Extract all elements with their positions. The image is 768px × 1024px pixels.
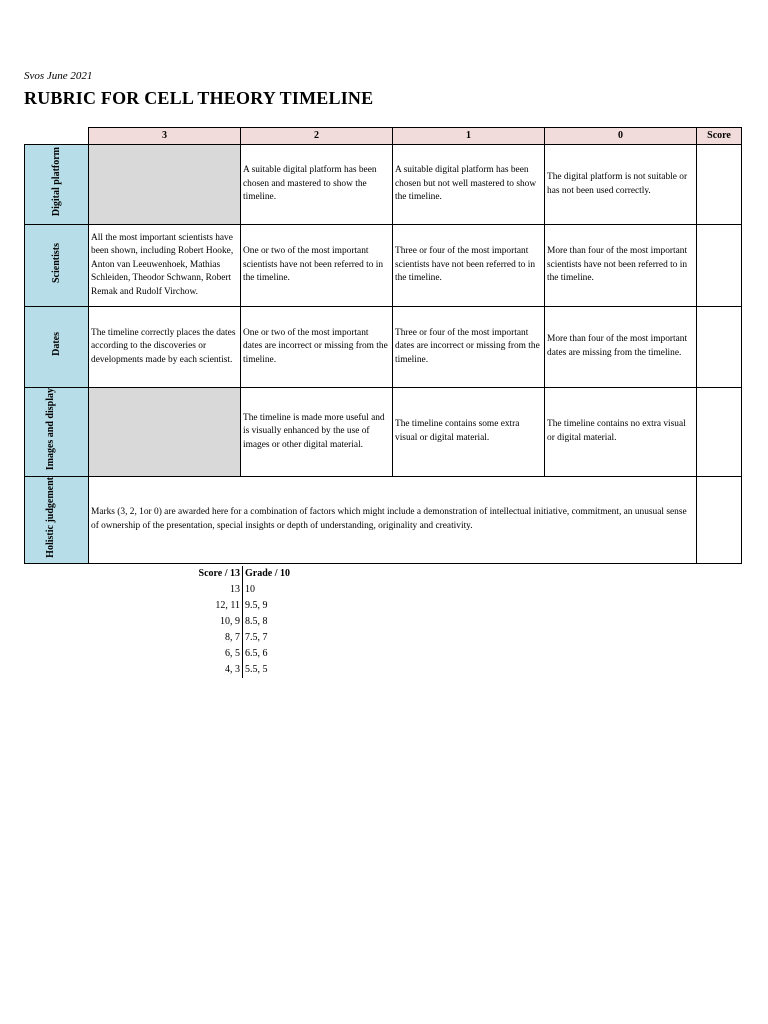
score-header: Score / 13 [178, 566, 243, 582]
score-cell[interactable] [697, 307, 742, 388]
rubric-row-digital-platform [25, 145, 742, 225]
rubric-row-images [25, 388, 742, 477]
rubric-cell: One or two of the most important scientists have not been referred to in the timeline. [241, 225, 393, 307]
grade-value: 6.5, 6 [245, 648, 268, 659]
grade-value: 10 [245, 584, 255, 595]
score-cell[interactable] [697, 225, 742, 307]
author-note: Svos June 2021 [24, 70, 93, 82]
grade-conversion [178, 566, 307, 678]
grade-score: 12, 11 [178, 598, 243, 614]
criterion-images-display: Images and display [25, 388, 89, 477]
rubric-cell: The timeline contains no extra visual or digital material. [545, 388, 697, 477]
grade-value: 8.5, 8 [245, 616, 268, 627]
rubric-cell-holistic: Marks (3, 2, 1or 0) are awarded here for a combination of factors which might include a demonstration of intellectual initiative, commitment, an unusual sense of ownership of the presentation, special insights or depth of understanding, originality and creativity. [89, 476, 697, 563]
rubric-cell: More than four of the most important scientists have not been referred to in the timeline. [545, 225, 697, 307]
score-cell[interactable] [697, 476, 742, 563]
grade-header: Grade / 10 [245, 568, 290, 579]
grade-row [178, 598, 307, 614]
rubric-cell: One or two of the most important dates are incorrect or missing from the timeline. [241, 307, 393, 388]
grade-score: 13 [178, 582, 243, 598]
grade-value: 9.5, 9 [245, 600, 268, 611]
grade-score: 10, 9 [178, 614, 243, 630]
grade-row [178, 646, 307, 662]
criterion-holistic-judgement: Holistic judgement [25, 476, 89, 563]
rubric-table-container [24, 127, 742, 564]
grade-value: 7.5, 7 [245, 632, 268, 643]
rubric-row-dates [25, 307, 742, 388]
grade-value: 5.5, 5 [245, 664, 268, 675]
score-cell[interactable] [697, 145, 742, 225]
rubric-cell-empty [89, 145, 241, 225]
score-cell[interactable] [697, 388, 742, 477]
grade-row [178, 662, 307, 678]
column-header-0: 0 [545, 128, 697, 145]
rubric-cell: Three or four of the most important scientists have not been referred to in the timeline. [393, 225, 545, 307]
rubric-cell: All the most important scientists have been shown, including Robert Hooke, Anton van Leeuwenhoek, Mathias Schleiden, Theodor Schwann, Robert Remak and Rudolf Virchow. [89, 225, 241, 307]
rubric-cell: The timeline contains some extra visual or digital material. [393, 388, 545, 477]
page-title: RUBRIC FOR CELL THEORY TIMELINE [24, 88, 374, 108]
grade-header-row [178, 566, 307, 582]
column-header-1: 1 [393, 128, 545, 145]
rubric-cell: The digital platform is not suitable or has not been used correctly. [545, 145, 697, 225]
criterion-scientists: Scientists [25, 225, 89, 307]
grade-score: 6, 5 [178, 646, 243, 662]
grade-row [178, 630, 307, 646]
rubric-cell: A suitable digital platform has been chosen and mastered to show the timeline. [241, 145, 393, 225]
rubric-cell: The timeline correctly places the dates according to the discoveries or developments made by each scientist. [89, 307, 241, 388]
rubric-cell: A suitable digital platform has been chosen but not well mastered to show the timeline. [393, 145, 545, 225]
rubric-row-scientists [25, 225, 742, 307]
column-header-score: Score [697, 128, 742, 145]
header-corner [25, 128, 89, 145]
rubric-row-holistic [25, 476, 742, 563]
grade-row [178, 582, 307, 598]
criterion-dates: Dates [25, 307, 89, 388]
rubric-cell: More than four of the most important dates are missing from the timeline. [545, 307, 697, 388]
criterion-digital-platform: Digital platform [25, 145, 89, 225]
rubric-cell: Three or four of the most important dates are incorrect or missing from the timeline. [393, 307, 545, 388]
grade-row [178, 614, 307, 630]
rubric-table [24, 127, 742, 564]
rubric-cell-empty [89, 388, 241, 477]
rubric-header-row [25, 128, 742, 145]
grade-conversion-table [178, 566, 307, 678]
column-header-3: 3 [89, 128, 241, 145]
grade-score: 4, 3 [178, 662, 243, 678]
rubric-cell: The timeline is made more useful and is visually enhanced by the use of images or other digital material. [241, 388, 393, 477]
column-header-2: 2 [241, 128, 393, 145]
grade-score: 8, 7 [178, 630, 243, 646]
